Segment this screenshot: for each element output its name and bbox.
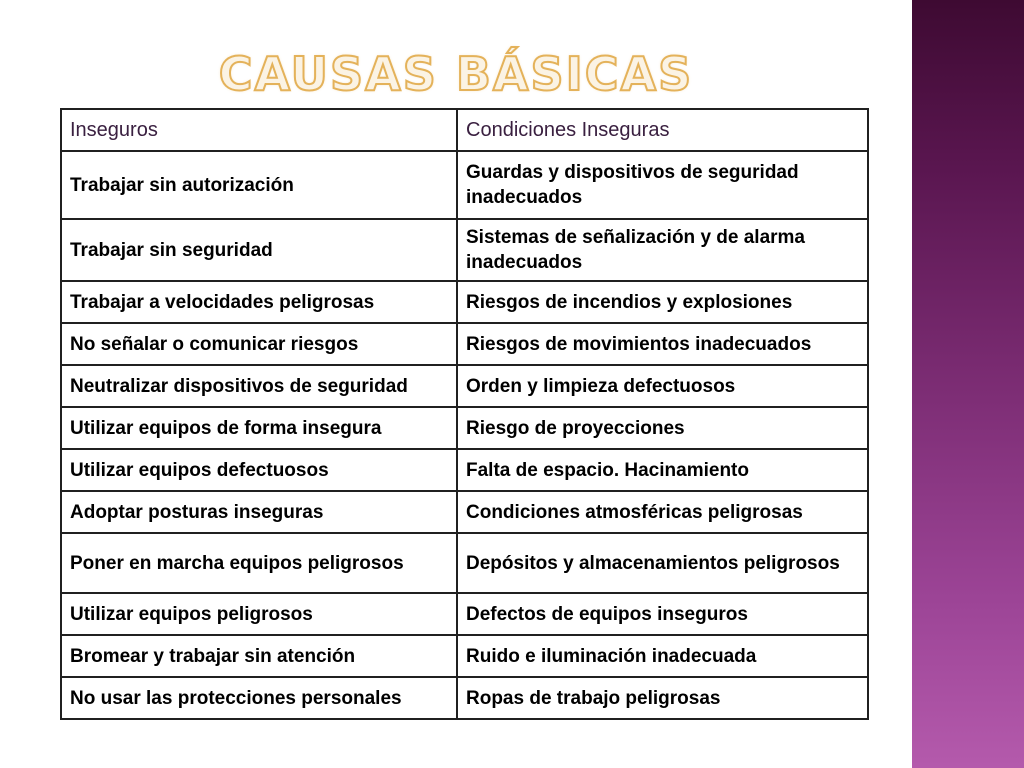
table-cell-acto: Trabajar a velocidades peligrosas: [61, 281, 457, 323]
table-row: [61, 365, 868, 407]
table-cell-acto: Utilizar equipos peligrosos: [61, 593, 457, 635]
table-cell-condicion: Condiciones atmosféricas peligrosas: [457, 491, 868, 533]
table-header-row: [61, 109, 868, 151]
table-row: [61, 635, 868, 677]
table-cell-condicion: Riesgo de proyecciones: [457, 407, 868, 449]
table-cell-condicion: Riesgos de movimientos inadecuados: [457, 323, 868, 365]
table-cell-condicion: Depósitos y almacenamientos peligrosos: [457, 533, 868, 593]
decorative-side-bar: [912, 0, 1024, 768]
table-row: [61, 323, 868, 365]
causes-table-container: [60, 108, 869, 720]
table-row: [61, 533, 868, 593]
causes-table: [60, 108, 869, 720]
table-cell-acto: Utilizar equipos defectuosos: [61, 449, 457, 491]
table-row: [61, 593, 868, 635]
table-cell-condicion: Guardas y dispositivos de seguridad inadecuados: [457, 151, 868, 219]
table-cell-acto: No usar las protecciones personales: [61, 677, 457, 719]
table-row: [61, 151, 868, 219]
slide-title: CAUSAS BÁSICAS: [218, 47, 694, 101]
table-cell-acto: Neutralizar dispositivos de seguridad: [61, 365, 457, 407]
table-cell-acto: Bromear y trabajar sin atención: [61, 635, 457, 677]
table-cell-condicion: Ropas de trabajo peligrosas: [457, 677, 868, 719]
table-cell-acto: Poner en marcha equipos peligrosos: [61, 533, 457, 593]
table-cell-condicion: Defectos de equipos inseguros: [457, 593, 868, 635]
table-cell-acto: Trabajar sin autorización: [61, 151, 457, 219]
table-cell-acto: Adoptar posturas inseguras: [61, 491, 457, 533]
table-row: [61, 677, 868, 719]
table-cell-acto: Trabajar sin seguridad: [61, 219, 457, 281]
table-row: [61, 219, 868, 281]
table-cell-condicion: Riesgos de incendios y explosiones: [457, 281, 868, 323]
table-cell-acto: Utilizar equipos de forma insegura: [61, 407, 457, 449]
header-inseguros: Inseguros: [61, 109, 457, 151]
table-row: [61, 449, 868, 491]
table-row: [61, 491, 868, 533]
header-condiciones-inseguras: Condiciones Inseguras: [457, 109, 868, 151]
table-cell-acto: No señalar o comunicar riesgos: [61, 323, 457, 365]
table-cell-condicion: Falta de espacio. Hacinamiento: [457, 449, 868, 491]
table-row: [61, 281, 868, 323]
table-row: [61, 407, 868, 449]
table-cell-condicion: Sistemas de señalización y de alarma inadecuados: [457, 219, 868, 281]
table-cell-condicion: Orden y limpieza defectuosos: [457, 365, 868, 407]
table-cell-condicion: Ruido e iluminación inadecuada: [457, 635, 868, 677]
